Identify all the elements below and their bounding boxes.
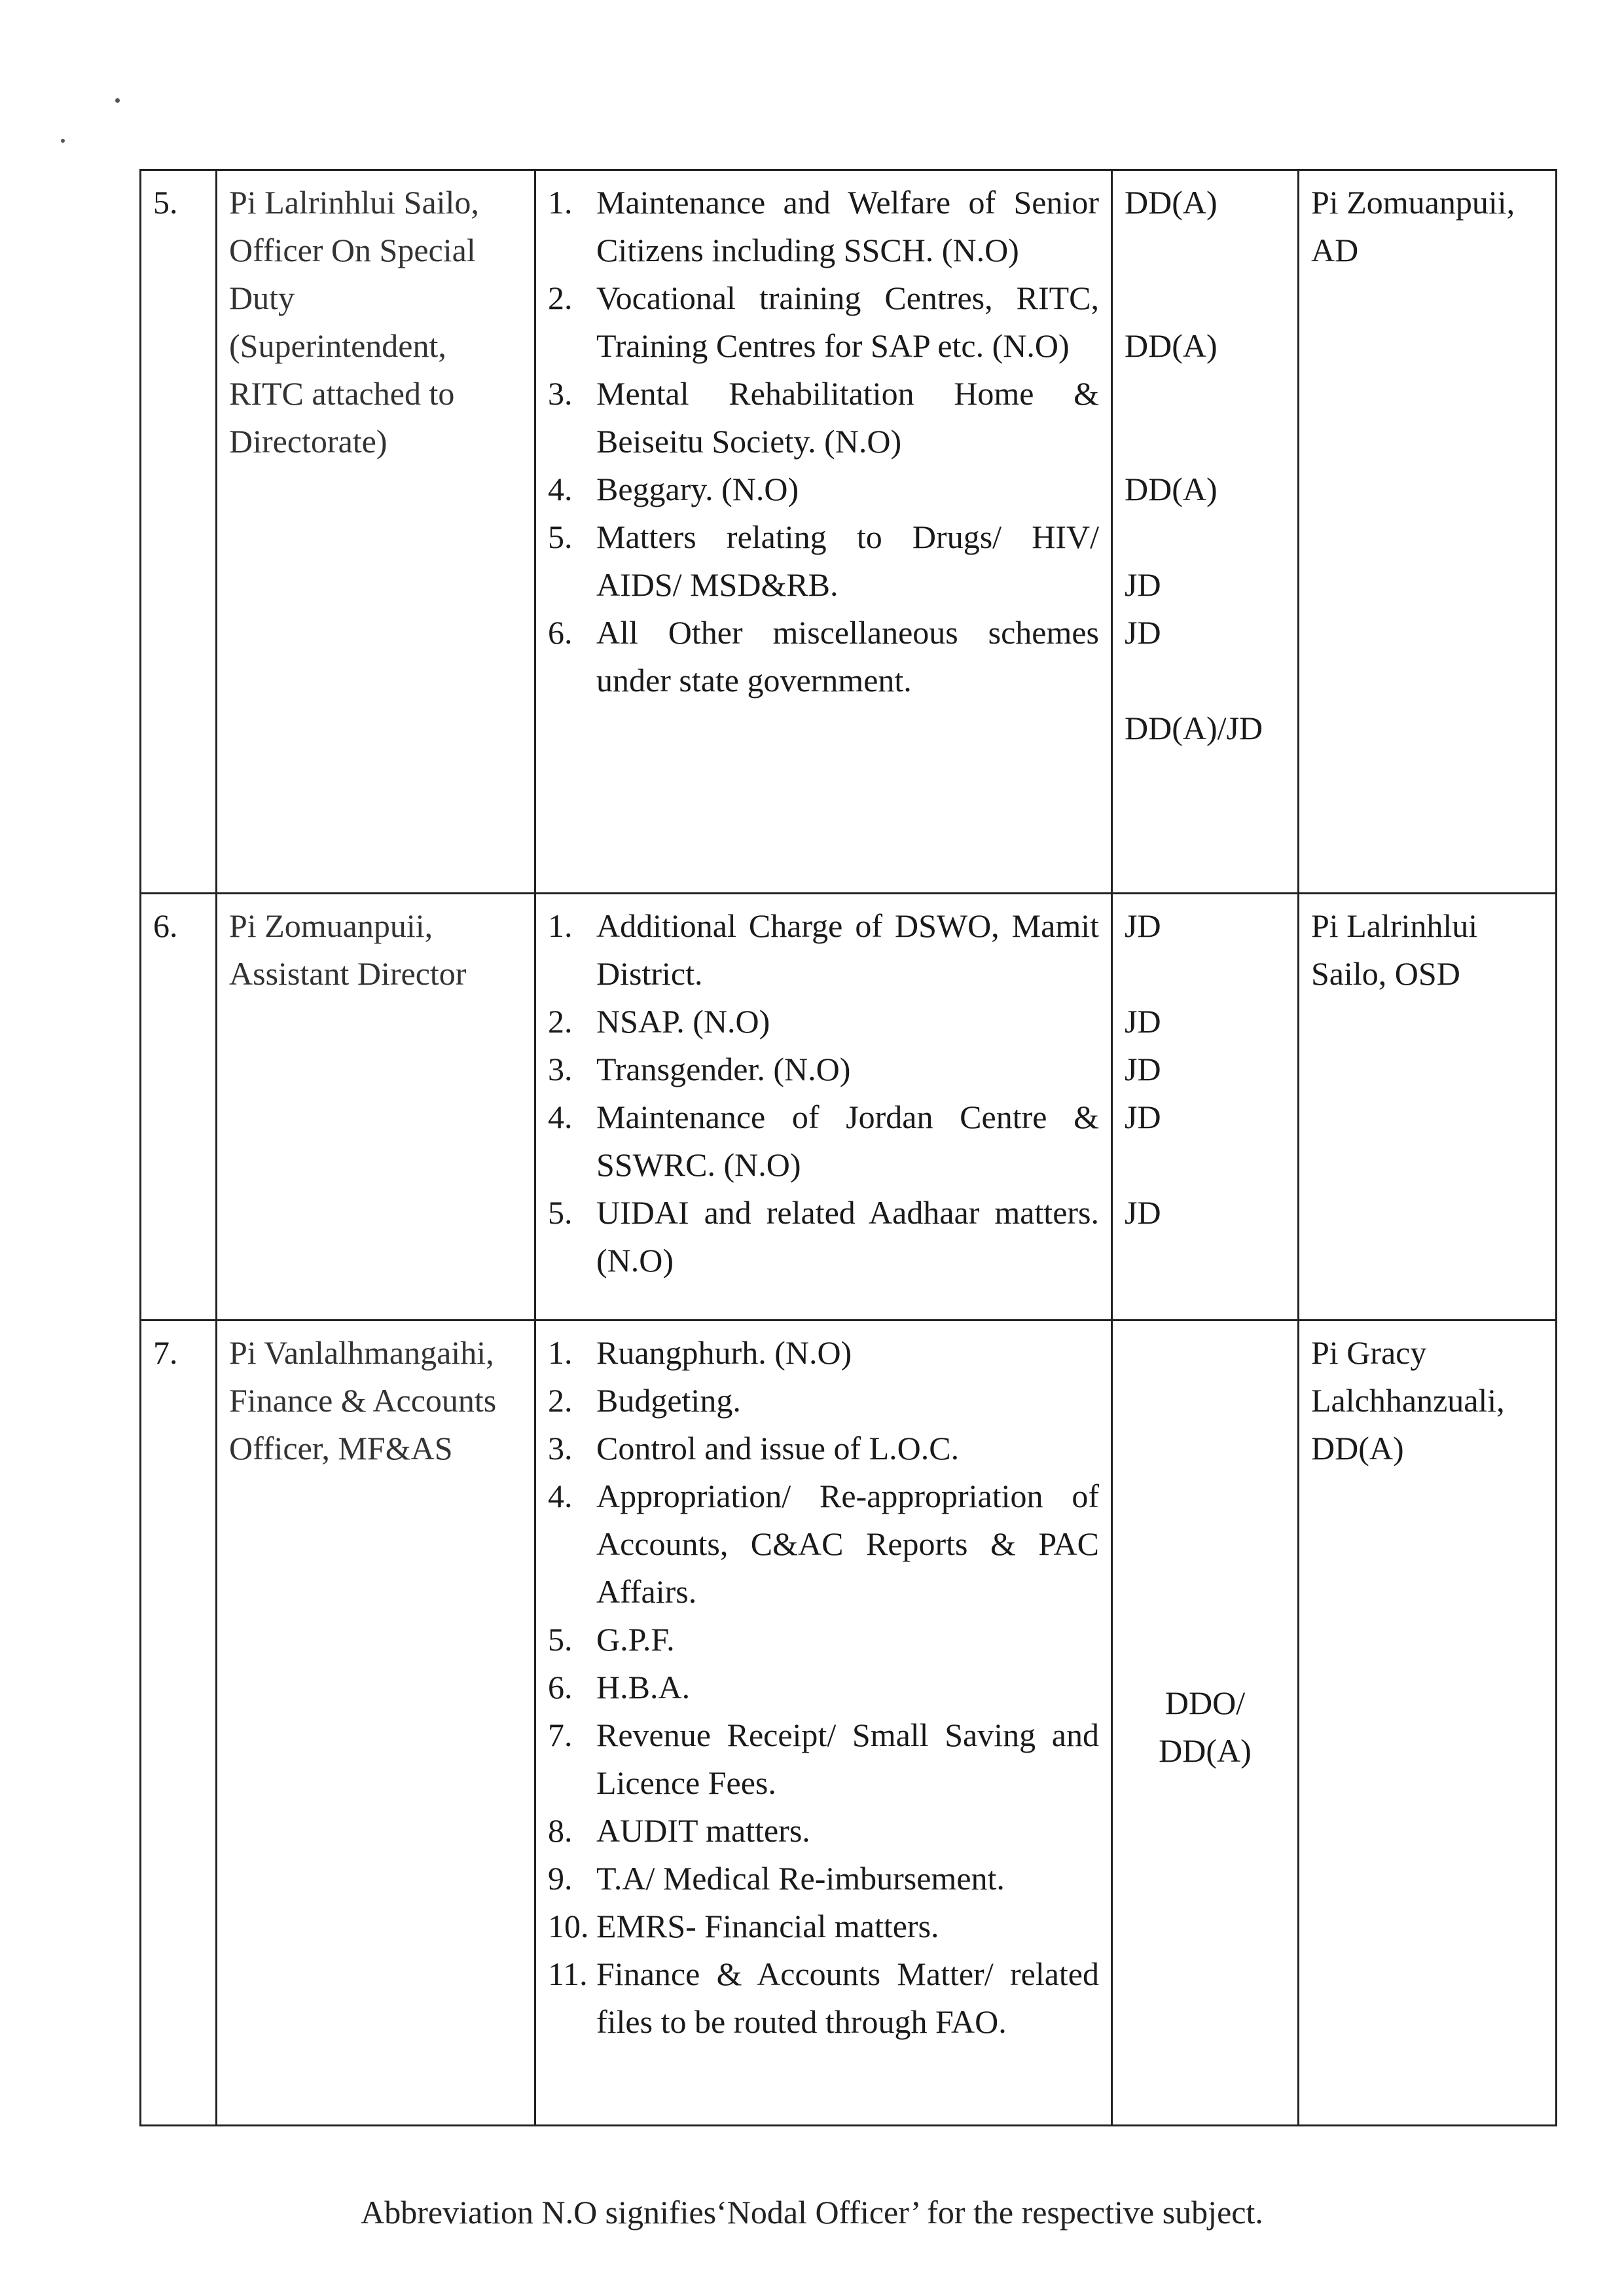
subject-item (548, 1329, 1099, 1377)
subject-item (548, 902, 1099, 998)
subject-text: Matters relating to Drugs/ HIV/ AIDS/ MSD&RB. (596, 519, 1099, 603)
subject-text: Finance & Accounts Matter/ related files to be routed through FAO. (596, 1956, 1099, 2040)
subject-item (548, 1903, 1099, 1950)
subject-item (548, 1664, 1099, 1711)
serial-number: 6. (141, 894, 217, 1321)
subject-item (548, 1950, 1099, 2046)
authority-cell (1112, 1321, 1299, 2126)
subject-number: 4. (548, 471, 573, 507)
alternate-line: Sailo, OSD (1311, 955, 1460, 992)
subject-number: 5. (548, 519, 573, 555)
authority-entry: JD (1125, 566, 1161, 603)
officer-line: Officer On Special (229, 232, 476, 268)
subject-item (548, 513, 1099, 609)
subject-number: 1. (548, 907, 573, 944)
subjects-cell (535, 894, 1112, 1321)
subject-number: 2. (548, 1382, 573, 1419)
subject-list (548, 1329, 1099, 2046)
subject-item (548, 609, 1099, 704)
officer-line: Duty (229, 280, 295, 316)
subject-number: 7. (548, 1717, 573, 1753)
officer-cell (217, 894, 535, 1321)
subject-number: 6. (548, 614, 573, 651)
officer-line: Pi Vanlalhmangaihi, (229, 1334, 494, 1371)
subject-number: 2. (548, 280, 573, 316)
alternate-line: Pi Zomuanpuii, (1311, 184, 1515, 221)
authority-entry: DD(A)/JD (1125, 710, 1263, 746)
subject-text: Transgender. (N.O) (596, 1051, 851, 1087)
alternate-officer-cell (1299, 894, 1557, 1321)
subject-number: 4. (548, 1478, 573, 1514)
subject-text: Maintenance of Jordan Centre & SSWRC. (N.O) (596, 1099, 1099, 1183)
authority-entry: JD (1125, 614, 1161, 651)
subject-item (548, 465, 1099, 513)
subject-text: UIDAI and related Aadhaar matters. (N.O) (596, 1194, 1099, 1279)
subject-number: 1. (548, 1334, 573, 1371)
abbreviation-footnote: Abbreviation N.O signifies‘Nodal Officer’ for the respective subject. (361, 2194, 1263, 2231)
subject-number: 8. (548, 1812, 573, 1849)
subject-item (548, 1807, 1099, 1855)
subject-number: 6. (548, 1669, 573, 1705)
alternate-officer-cell (1299, 170, 1557, 894)
subject-item (548, 1377, 1099, 1425)
subject-text: Maintenance and Welfare of Senior Citizens including SSCH. (N.O) (596, 184, 1099, 268)
subject-text: NSAP. (N.O) (596, 1003, 770, 1040)
subject-item (548, 179, 1099, 274)
subject-number: 4. (548, 1099, 573, 1135)
subject-item (548, 274, 1099, 370)
subject-text: Mental Rehabilitation Home & Beiseitu Society. (N.O) (596, 375, 1099, 460)
subject-number: 9. (548, 1860, 573, 1897)
subject-number: 2. (548, 1003, 573, 1040)
subject-text: Control and issue of L.O.C. (596, 1430, 960, 1467)
authority-entry: JD (1125, 1099, 1161, 1135)
subject-item (548, 1616, 1099, 1664)
authority-entry: DDO/ (1164, 1684, 1246, 1721)
subject-number: 3. (548, 1430, 573, 1467)
authority-entry: JD (1125, 1051, 1161, 1087)
alternate-line: Lalchhanzuali, (1311, 1382, 1505, 1419)
subject-item (548, 1855, 1099, 1903)
serial-number: 7. (141, 1321, 217, 2126)
subject-item (548, 370, 1099, 465)
officer-line: Pi Lalrinhlui Sailo, (229, 184, 479, 221)
officer-line: Directorate) (229, 423, 388, 460)
subjects-cell (535, 1321, 1112, 2126)
subject-text: Budgeting. (596, 1382, 741, 1419)
subject-text: All Other miscellaneous schemes under state government. (596, 614, 1099, 699)
subject-text: EMRS- Financial matters. (596, 1908, 939, 1944)
subject-text: Vocational training Centres, RITC, Training Centres for SAP etc. (N.O) (596, 280, 1099, 364)
officer-cell (217, 170, 535, 894)
alternate-line: Pi Gracy (1311, 1334, 1427, 1371)
officer-line: Assistant Director (229, 955, 467, 992)
table-row (141, 170, 1557, 894)
authority-entry: JD (1125, 907, 1161, 944)
subject-number: 11. (548, 1956, 588, 1992)
subject-text: AUDIT matters. (596, 1812, 810, 1849)
scan-speck (115, 98, 120, 103)
alternate-line: Pi Lalrinhlui (1311, 907, 1478, 944)
officer-line: (Superintendent, (229, 327, 446, 364)
subject-item (548, 1711, 1099, 1807)
subject-text: T.A/ Medical Re-imbursement. (596, 1860, 1005, 1897)
subject-text: Beggary. (N.O) (596, 471, 799, 507)
subject-item (548, 1189, 1099, 1285)
serial-number: 5. (141, 170, 217, 894)
scan-speck (61, 139, 65, 143)
subject-item (548, 1425, 1099, 1472)
table-row (141, 1321, 1557, 2126)
alternate-line: DD(A) (1311, 1430, 1404, 1467)
authority-entry: JD (1125, 1194, 1161, 1231)
subject-number: 5. (548, 1621, 573, 1658)
authority-entry: JD (1125, 1003, 1161, 1040)
subject-list (548, 179, 1099, 704)
table-row (141, 894, 1557, 1321)
subject-text: Revenue Receipt/ Small Saving and Licence Fees. (596, 1717, 1099, 1801)
subjects-cell (535, 170, 1112, 894)
authority-entry: DD(A) (1159, 1732, 1252, 1769)
subject-item (548, 1093, 1099, 1189)
officer-line: Finance & Accounts (229, 1382, 497, 1419)
subject-text: Ruangphurh. (N.O) (596, 1334, 852, 1371)
subject-list (548, 902, 1099, 1285)
subject-text: H.B.A. (596, 1669, 691, 1705)
authority-entry: DD(A) (1125, 327, 1218, 364)
authority-cell (1112, 894, 1299, 1321)
subject-number: 1. (548, 184, 573, 221)
subject-item (548, 1046, 1099, 1093)
authority-entry: DD(A) (1125, 471, 1218, 507)
officer-cell (217, 1321, 535, 2126)
officer-line: Pi Zomuanpuii, (229, 907, 433, 944)
subject-number: 3. (548, 1051, 573, 1087)
subject-text: Additional Charge of DSWO, Mamit District. (596, 907, 1099, 992)
officer-line: RITC attached to (229, 375, 455, 412)
subject-item (548, 1472, 1099, 1616)
work-allocation-table (139, 169, 1557, 2126)
alternate-line: AD (1311, 232, 1359, 268)
subject-text: G.P.F. (596, 1621, 675, 1658)
subject-item (548, 998, 1099, 1046)
authority-cell (1112, 170, 1299, 894)
subject-number: 5. (548, 1194, 573, 1231)
officer-line: Officer, MF&AS (229, 1430, 453, 1467)
subject-text: Appropriation/ Re-appropriation of Accounts, C&AC Reports & PAC Affairs. (596, 1478, 1099, 1610)
authority-entry: DD(A) (1125, 184, 1218, 221)
subject-number: 3. (548, 375, 573, 412)
alternate-officer-cell (1299, 1321, 1557, 2126)
subject-number: 10. (548, 1908, 589, 1944)
